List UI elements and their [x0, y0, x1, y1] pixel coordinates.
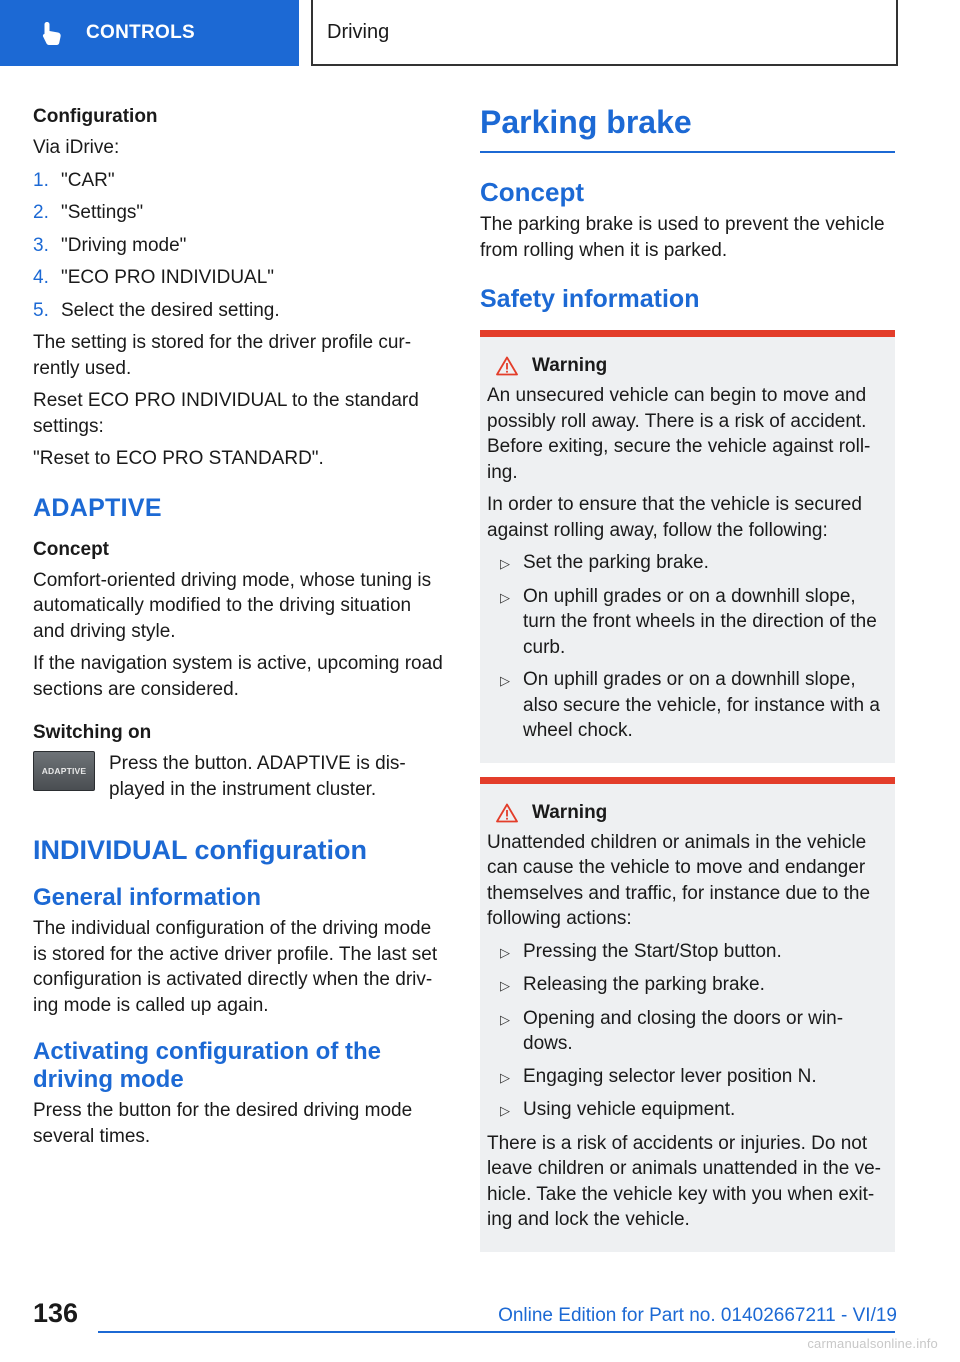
step-number: 2. — [33, 202, 49, 223]
list-item — [33, 200, 443, 226]
chapter-tab — [311, 0, 898, 66]
warning-text: There is a risk of accidents or injuries. Do not leave children or animals unattended in the ve-hicle. Take the vehicle key with you when exit-ing and lock the vehicle. — [487, 1132, 881, 1230]
parking-brake-concept-text: The parking brake is used to prevent the vehicle from rolling when it is parked. — [480, 214, 885, 261]
step-text: "Driving mode" — [61, 234, 187, 256]
general-information-heading: General information — [33, 884, 262, 911]
warning-text: Unattended children or animals in the vehicle can cause the vehicle to move and endanger themselves and traffic, for instance due to the following actions: — [487, 831, 871, 929]
section-label: CONTROLS — [86, 22, 196, 43]
list-item — [33, 168, 443, 194]
warning-triangle-icon — [496, 803, 518, 823]
list-item — [33, 233, 443, 259]
left-column — [33, 100, 443, 1156]
warning-box-rolling — [480, 330, 895, 763]
adaptive-concept-text-2: If the navigation system is active, upcoming road sections are considered. — [33, 653, 443, 700]
step-text: Select the desired setting. — [61, 299, 280, 321]
bullet-triangle-icon: ▷ — [500, 978, 510, 993]
section-tab-controls[interactable] — [0, 0, 299, 66]
warning-text: An unsecured vehicle can begin to move and possibly roll away. There is a risk of accident. Before exiting, secure the vehicle against roll-ing. — [487, 385, 871, 483]
bullet-triangle-icon: ▷ — [500, 556, 510, 571]
bullet-triangle-icon: ▷ — [500, 589, 510, 605]
footer-divider — [98, 1331, 895, 1333]
page-header — [0, 0, 960, 66]
general-information-text: The individual configuration of the driving mode is stored for the active driver profile. The last set configuration is activated directly when the driv-ing mode is called up again. — [33, 918, 438, 1016]
warning-bullet-list — [487, 939, 888, 1124]
activating-configuration-heading: Activating configuration of the driving mode — [33, 1038, 381, 1093]
bullet-text: Engaging selector lever position N. — [523, 1065, 817, 1087]
adaptive-button-image: ADAPTIVE — [33, 751, 95, 791]
warning-header — [487, 802, 888, 824]
bullet-triangle-icon: ▷ — [500, 1069, 510, 1085]
parking-brake-title: Parking brake — [480, 104, 895, 153]
chapter-label: Driving — [327, 20, 390, 43]
bullet-triangle-icon: ▷ — [500, 1103, 510, 1118]
warning-text: In order to ensure that the vehicle is secured against rolling away, follow the following: — [487, 494, 862, 541]
step-number: 3. — [33, 234, 49, 256]
adaptive-concept-text-1: Comfort-oriented driving mode, whose tuning is automatically modified to the driving situation and driving style. — [33, 569, 432, 642]
step-number: 5. — [33, 299, 49, 321]
press-button-text: Press the button. ADAPTIVE is dis-played in the instrument cluster. — [109, 753, 406, 800]
warning-header — [487, 355, 888, 377]
list-item — [487, 550, 888, 577]
list-item — [487, 1064, 888, 1091]
bullet-text: On uphill grades or on a downhill slope, also secure the vehicle, for instance with a wheel chock. — [523, 669, 880, 741]
right-column — [480, 100, 895, 1266]
individual-configuration-heading: INDIVIDUAL configuration — [33, 835, 367, 865]
list-item — [487, 1006, 888, 1057]
adaptive-heading: ADAPTIVE — [33, 493, 162, 522]
bullet-text: Set the parking brake. — [523, 552, 709, 573]
step-number: 1. — [33, 169, 49, 191]
switching-on-heading: Switching on — [33, 722, 152, 743]
warning-bullet-list — [487, 550, 888, 744]
list-item — [487, 972, 888, 999]
list-item — [33, 298, 443, 324]
warning-label: Warning — [532, 355, 608, 376]
adaptive-concept-heading: Concept — [33, 538, 109, 560]
parking-brake-concept-heading: Concept — [480, 177, 584, 207]
adaptive-switch-row — [33, 751, 443, 809]
stored-text: The setting is stored for the driver profile cur-rently used. — [33, 332, 412, 379]
bullet-triangle-icon: ▷ — [500, 673, 510, 688]
bullet-text: Pressing the Start/Stop button. — [523, 940, 782, 962]
bullet-text: Opening and closing the doors or win-dows. — [523, 1007, 844, 1054]
step-text: "ECO PRO INDIVIDUAL" — [61, 267, 275, 288]
step-text: "CAR" — [61, 169, 115, 191]
bullet-text: Using vehicle equipment. — [523, 1099, 736, 1120]
warning-box-children — [480, 777, 895, 1252]
step-number: 4. — [33, 267, 49, 288]
step-text: "Settings" — [61, 202, 144, 223]
bullet-text: Releasing the parking brake. — [523, 974, 765, 995]
reset-text: Reset ECO PRO INDIVIDUAL to the standard settings: — [33, 390, 419, 437]
list-item — [487, 584, 888, 661]
configuration-heading: Configuration — [33, 106, 158, 127]
list-item — [487, 939, 888, 966]
bullet-triangle-icon: ▷ — [500, 1011, 510, 1027]
hand-pointer-icon — [38, 19, 66, 47]
list-item — [33, 265, 443, 291]
warning-triangle-icon — [496, 356, 518, 376]
list-item — [487, 1097, 888, 1124]
safety-information-heading: Safety information — [480, 285, 700, 313]
bullet-triangle-icon: ▷ — [500, 944, 510, 960]
page-number: 136 — [33, 1298, 79, 1328]
warning-label: Warning — [532, 801, 608, 823]
reset-option-text: "Reset to ECO PRO STANDARD". — [33, 448, 324, 469]
activating-configuration-text: Press the button for the desired driving mode several times. — [33, 1100, 413, 1147]
idrive-steps-list — [33, 168, 443, 324]
edition-text: Online Edition for Part no. 01402667211 - VI/19 — [498, 1305, 897, 1326]
list-item — [487, 667, 888, 744]
bullet-text: On uphill grades or on a downhill slope, turn the front wheels in the direction of the curb. — [523, 585, 877, 658]
watermark-text: carmanualsonline.info — [807, 1336, 938, 1351]
via-idrive-text: Via iDrive: — [33, 137, 120, 158]
